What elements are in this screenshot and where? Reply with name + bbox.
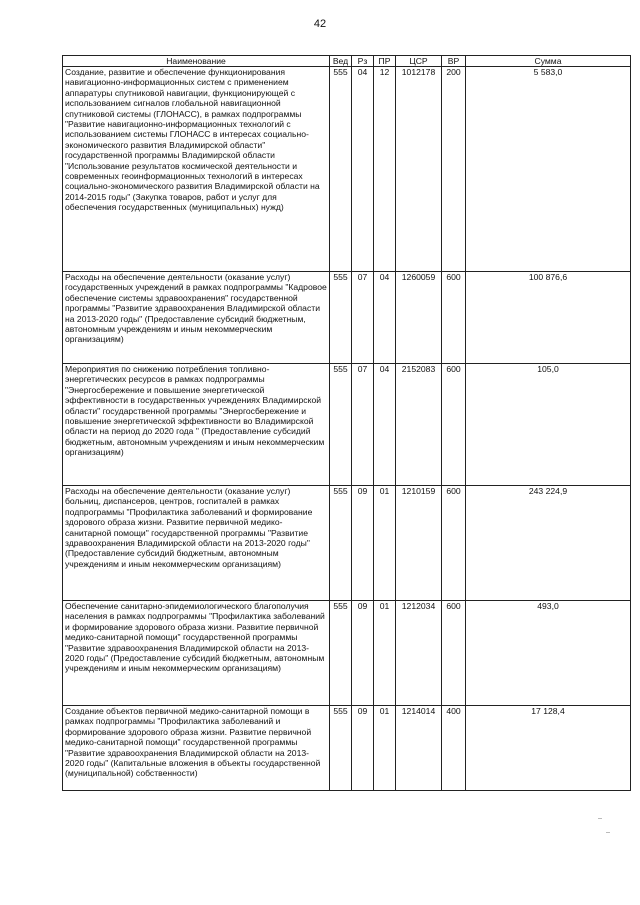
table-row [63, 272, 631, 364]
row-ved: 555 [330, 67, 352, 272]
page-number: 42 [313, 18, 327, 30]
scan-mark [606, 832, 610, 833]
row-sum: 493,0 [466, 601, 631, 706]
row-name: Создание, развитие и обеспечение функционирования навигационно-информационных систем с применением аппаратуры спутниковой навигации, функционирующей с использованием сигналов глобальной навигационной спутниковой системы (ГЛОНАСС), в рамках подпрограммы "Развитие навигационно-информационных технологий с использованием системы ГЛОНАСС в интересах социально-экономического развития Владимирской области" государственной программы Владимирской области "Использование результатов космической деятельности и современных геоинформационных технологий в интересах социально-экономического развития Владимирской области на 2014-2015 годы" (Закупка товаров, работ и услуг для обеспечения государственных (муниципальных) нужд) [63, 67, 330, 272]
row-ved: 555 [330, 364, 352, 486]
header-name: Наименование [63, 56, 330, 67]
row-name: Мероприятия по снижению потребления топливно-энергетических ресурсов в рамках подпрограммы "Энергосбережение и повышение энергетической эффективности в государственных учреждениях Владимирской области" государственной программы "Энергосбережение и повышение энергетической эффективности во Владимирской области на период до 2020 года " (Предоставление субсидий бюджетным, автономным учреждениям и иным некоммерческим организациям) [63, 364, 330, 486]
row-name: Обеспечение санитарно-эпидемиологического благополучия населения в рамках подпрограммы "Профилактика заболеваний и формирование здорового образа жизни. Развитие первичной медико-санитарной помощи" государственной программы "Развитие здравоохранения Владимирской области на 2013-2020 годы" (Предоставление субсидий бюджетным, автономным учреждениям и иным некоммерческим организациям) [63, 601, 330, 706]
header-pr: ПР [374, 56, 396, 67]
row-rz: 09 [352, 601, 374, 706]
row-name: Расходы на обеспечение деятельности (оказание услуг) государственных учреждений в рамках подпрограммы "Кадровое обеспечение системы здравоохранения" государственной программы "Развитие здравоохранения Владимирской области на 2013-2020 годы" (Предоставление субсидий бюджетным, автономным учреждениям и иным некоммерческим организациям) [63, 272, 330, 364]
header-sum: Сумма [466, 56, 631, 67]
row-ved: 555 [330, 486, 352, 601]
row-pr: 01 [374, 486, 396, 601]
header-rz: Рз [352, 56, 374, 67]
table-header-row [63, 56, 631, 67]
table-row [63, 601, 631, 706]
row-rz: 09 [352, 706, 374, 791]
row-csr: 1260059 [396, 272, 442, 364]
row-vr: 600 [442, 486, 466, 601]
row-pr: 12 [374, 67, 396, 272]
row-csr: 1212034 [396, 601, 442, 706]
row-ved: 555 [330, 706, 352, 791]
row-name: Создание объектов первичной медико-санитарной помощи в рамках подпрограммы "Профилактика заболеваний и формирование здорового образа жизни. Развитие первичной медико-санитарной помощи" государственной программы "Развитие здравоохранения Владимирской области на 2013-2020 годы" (Капитальные вложения в объекты государственной (муниципальной) собственности) [63, 706, 330, 791]
scan-mark [598, 818, 602, 819]
header-vr: ВР [442, 56, 466, 67]
row-pr: 01 [374, 601, 396, 706]
row-vr: 600 [442, 601, 466, 706]
row-vr: 600 [442, 364, 466, 486]
row-sum: 100 876,6 [466, 272, 631, 364]
row-csr: 1012178 [396, 67, 442, 272]
row-sum: 243 224,9 [466, 486, 631, 601]
row-csr: 2152083 [396, 364, 442, 486]
row-vr: 200 [442, 67, 466, 272]
row-sum: 5 583,0 [466, 67, 631, 272]
row-csr: 1214014 [396, 706, 442, 791]
header-ved: Вед [330, 56, 352, 67]
row-rz: 09 [352, 486, 374, 601]
row-rz: 07 [352, 272, 374, 364]
row-sum: 17 128,4 [466, 706, 631, 791]
row-name: Расходы на обеспечение деятельности (оказание услуг) больниц, диспансеров, центров, госпиталей в рамках подпрограммы "Профилактика заболеваний и формирование здорового образа жизни. Развитие первичной медико-санитарной помощи" государственной программы "Развитие здравоохранения Владимирской области на 2013-2020 годы" (Предоставление субсидий бюджетным, автономным учреждениям и иным некоммерческим организациям) [63, 486, 330, 601]
table-row [63, 364, 631, 486]
row-pr: 04 [374, 364, 396, 486]
table-row [63, 706, 631, 791]
row-ved: 555 [330, 601, 352, 706]
row-sum: 105,0 [466, 364, 631, 486]
row-ved: 555 [330, 272, 352, 364]
budget-table [62, 55, 631, 791]
row-rz: 04 [352, 67, 374, 272]
row-csr: 1210159 [396, 486, 442, 601]
row-pr: 01 [374, 706, 396, 791]
row-rz: 07 [352, 364, 374, 486]
row-pr: 04 [374, 272, 396, 364]
row-vr: 600 [442, 272, 466, 364]
table-row [63, 486, 631, 601]
table-row [63, 67, 631, 272]
row-vr: 400 [442, 706, 466, 791]
header-csr: ЦСР [396, 56, 442, 67]
